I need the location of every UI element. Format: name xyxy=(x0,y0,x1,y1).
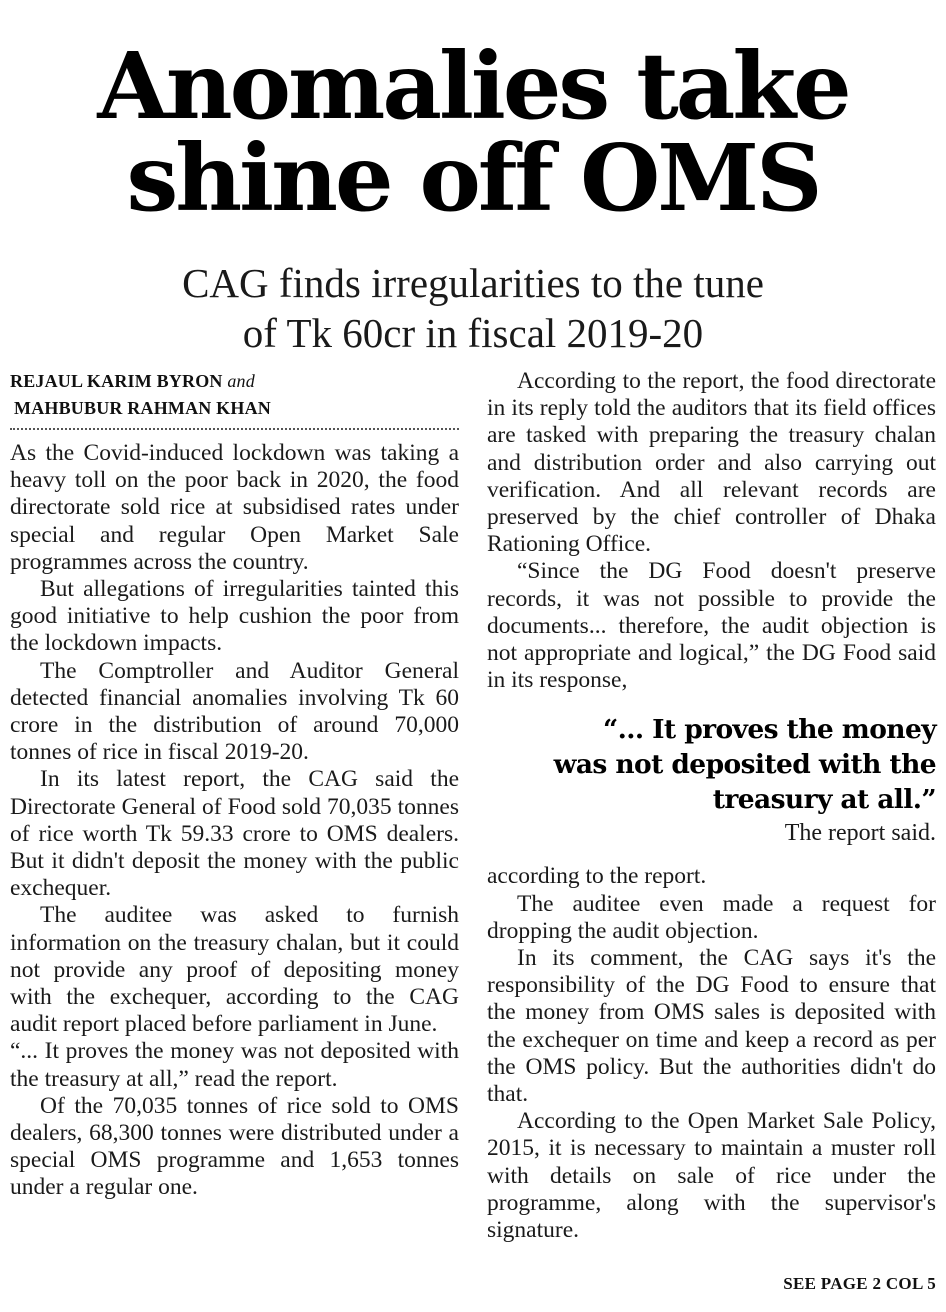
byline xyxy=(10,368,459,422)
subheadline xyxy=(0,258,946,358)
paragraph: According to the report, the food directorate in its reply told the auditors that its field offices are tasked with preparing the treasury chalan and distribution order and also carrying out verification. And all relevant records are preserved by the chief controller of Dhaka Rationing Office. xyxy=(487,368,936,558)
paragraph: Of the 70,035 tonnes of rice sold to OMS dealers, 68,300 tonnes were distributed under a special OMS programme and 1,653 tonnes under a regular one. xyxy=(10,1092,459,1201)
headline xyxy=(0,32,946,232)
headline-line-1: Anomalies take xyxy=(97,32,849,140)
paragraph: According to the Open Market Sale Policy, 2015, it is necessary to maintain a muster roll with details on sale of rice under the programme, along with the supervisor's signature. xyxy=(487,1108,936,1244)
paragraph: according to the report. xyxy=(487,863,707,890)
left-column xyxy=(10,368,459,1202)
author-1: REJAUL KARIM BYRON xyxy=(10,371,223,391)
pull-quote xyxy=(487,712,936,849)
paragraph: The auditee was asked to furnish information on the treasury chalan, but it could not provide any proof of depositing money with the exchequer, according to the CAG audit report placed before parliament in June. xyxy=(10,902,459,1038)
left-column-body xyxy=(10,440,459,1202)
right-column xyxy=(487,368,936,1244)
author-2: MAHBUBUR RAHMAN KHAN xyxy=(14,398,271,418)
paragraph: In its comment, the CAG says it's the responsibility of the DG Food to ensure that the money from OMS sales is deposited with the exchequer on time and keep a record as per the OMS policy. But the authorities didn't do that. xyxy=(487,945,936,1108)
paragraph: “Since the DG Food doesn't preserve records, it was not possible to provide the documents... therefore, the audit objection is not appropriate and logical,” the DG Food said in its response, xyxy=(487,558,936,694)
paragraph: But allegations of irregularities tainted this good initiative to help cushion the poor from the lockdown impacts. xyxy=(10,576,459,657)
subheadline-line-1: CAG finds irregularities to the tune xyxy=(182,260,764,306)
jump-line[interactable]: SEE PAGE 2 COL 5 xyxy=(783,1274,936,1293)
pull-quote-attribution: The report said. xyxy=(784,820,936,847)
byline-conjunction: and xyxy=(227,371,255,391)
byline-divider xyxy=(10,428,459,430)
pull-quote-line-1: “... It proves the money xyxy=(602,714,936,746)
right-column-body-bottom xyxy=(487,863,936,1244)
pull-quote-line-2: was not deposited with the xyxy=(553,749,936,781)
paragraph: The Comptroller and Auditor General detected financial anomalies involving Tk 60 crore in the distribution of around 70,000 tonnes of rice in fiscal 2019-20. xyxy=(10,657,459,766)
paragraph: “... It proves the money was not deposited with the treasury at all,” read the report. xyxy=(10,1038,459,1092)
paragraph: As the Covid-induced lockdown was taking a heavy toll on the poor back in 2020, the food directorate sold rice at subsidised rates under special and regular Open Market Sale programmes across the country. xyxy=(10,440,459,575)
byline-line-1 xyxy=(10,368,459,395)
paragraph: In its latest report, the CAG said the Directorate General of Food sold 70,035 tonnes of rice worth Tk 59.33 crore to OMS dealers. But it didn't deposit the money with the public exchequer. xyxy=(10,766,459,902)
paragraph: The auditee even made a request for dropping the audit objection. xyxy=(487,890,936,944)
headline-line-2: shine off OMS xyxy=(126,124,820,232)
subheadline-line-2: of Tk 60cr in fiscal 2019-20 xyxy=(242,310,704,356)
right-column-body-top xyxy=(487,368,936,694)
pull-quote-line-3: treasury at all.” xyxy=(712,784,936,816)
